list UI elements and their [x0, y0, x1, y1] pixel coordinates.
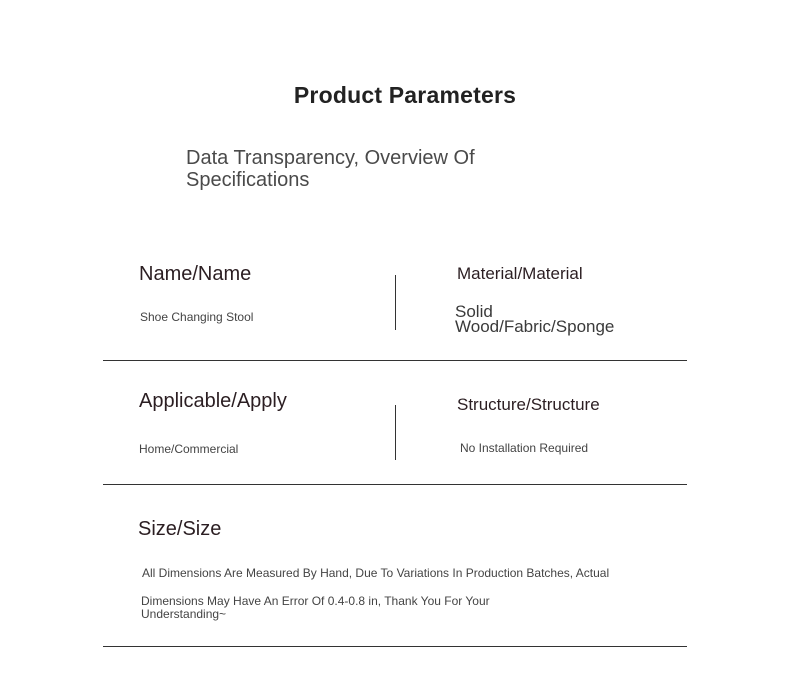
size-note-line1: All Dimensions Are Measured By Hand, Due To Variations In Production Batches, Actual — [142, 566, 610, 580]
size-label: Size/Size — [138, 518, 222, 540]
row1-divider — [395, 275, 396, 330]
material-label: Material/Material — [457, 264, 583, 283]
applicable-label: Applicable/Apply — [139, 390, 287, 412]
size-separator — [103, 646, 687, 647]
row2-divider — [395, 405, 396, 460]
structure-label: Structure/Structure — [457, 395, 600, 414]
name-label: Name/Name — [139, 263, 252, 285]
structure-value: No Installation Required — [460, 441, 589, 455]
material-value: Solid Wood/Fabric/Sponge — [455, 302, 615, 336]
row2-separator — [103, 484, 687, 485]
size-note-line2: Dimensions May Have An Error Of 0.4-0.8 in, Thank You For Your Understanding~ — [141, 594, 490, 621]
page-subtitle: Data Transparency, Overview Of Specifications — [186, 147, 475, 191]
name-value: Shoe Changing Stool — [140, 310, 254, 324]
row1-separator — [103, 360, 687, 361]
applicable-value: Home/Commercial — [139, 442, 239, 456]
page-title: Product Parameters — [293, 82, 517, 108]
